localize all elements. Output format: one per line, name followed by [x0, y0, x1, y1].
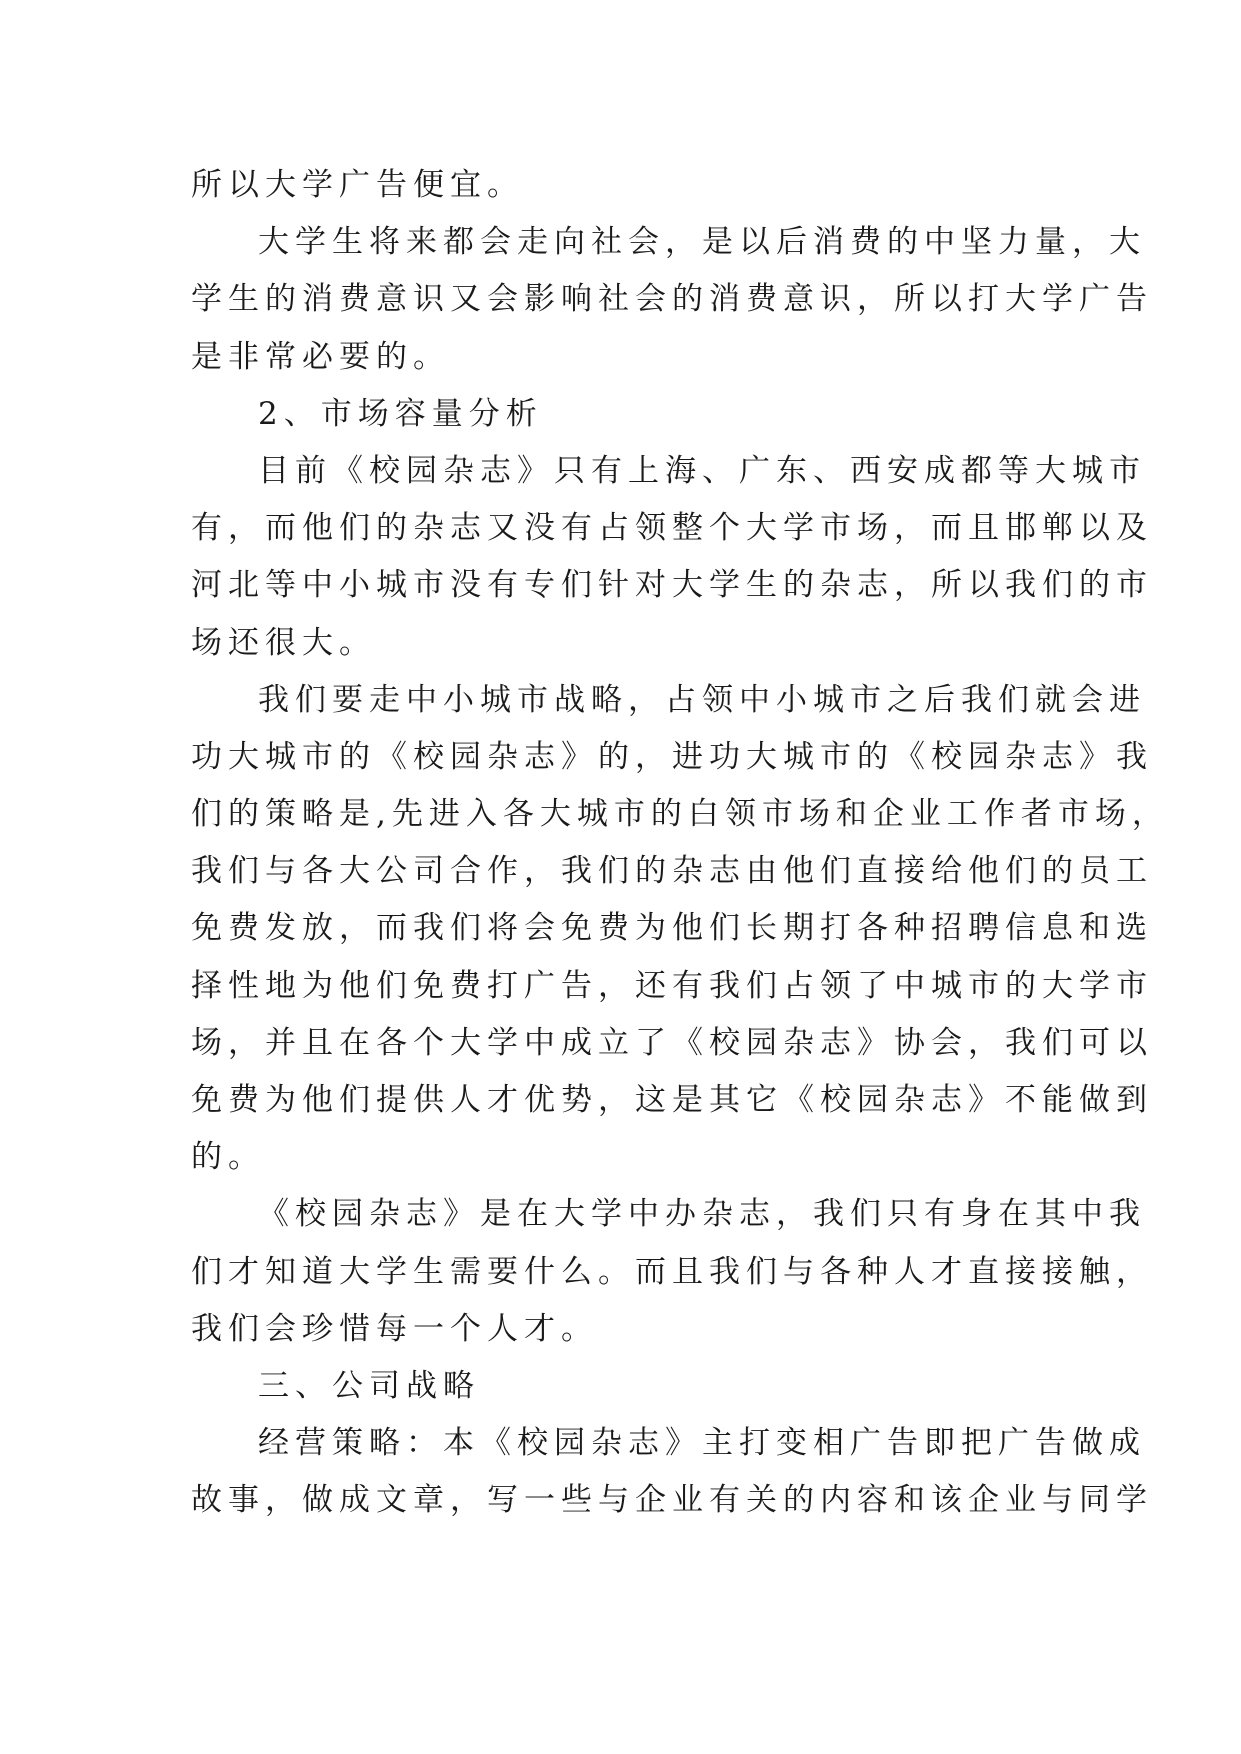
text-line: 功大城市的《校园杂志》的，进功大城市的《校园杂志》我 — [191, 738, 1153, 775]
text-line: 所以大学广告便宜。 — [191, 167, 524, 203]
text-line: 目前《校园杂志》只有上海、广东、西安成都等大城市 — [258, 452, 1146, 489]
section-heading: 三、公司战略 — [258, 1367, 480, 1404]
text-line: 故事，做成文章，写一些与企业有关的内容和该企业与同学 — [191, 1482, 1153, 1519]
text-line: 我们会珍惜每一个人才。 — [191, 1310, 598, 1347]
text-line: 《校园杂志》是在大学中办杂志，我们只有身在其中我 — [258, 1196, 1146, 1233]
text-line: 是非常必要的。 — [191, 338, 450, 375]
text-line: 们才知道大学生需要什么。而且我们与各种人才直接接触， — [191, 1253, 1153, 1290]
text-line: 我们与各大公司合作，我们的杂志由他们直接给他们的员工 — [191, 853, 1153, 890]
body-text — [191, 157, 1169, 1530]
section-heading: 2、市场容量分析 — [258, 395, 543, 432]
text-line: 经营策略：本《校园杂志》主打变相广告即把广告做成 — [258, 1425, 1146, 1462]
text-line: 免费发放，而我们将会免费为他们长期打各种招聘信息和选 — [191, 910, 1153, 947]
text-line: 河北等中小城市没有专们针对大学生的杂志，所以我们的市 — [191, 567, 1153, 604]
text-line: 大学生将来都会走向社会，是以后消费的中坚力量，大 — [258, 224, 1146, 261]
text-line: 场还很大。 — [191, 624, 376, 661]
text-line: 我们要走中小城市战略，占领中小城市之后我们就会进 — [258, 681, 1146, 718]
text-line: 学生的消费意识又会影响社会的消费意识，所以打大学广告 — [191, 281, 1153, 318]
text-line: 有，而他们的杂志又没有占领整个大学市场，而且邯郸以及 — [191, 510, 1153, 547]
text-line: 的。 — [191, 1139, 265, 1176]
text-line: 场，并且在各个大学中成立了《校园杂志》协会，我们可以 — [191, 1024, 1153, 1061]
text-line: 择性地为他们免费打广告，还有我们占领了中城市的大学市 — [191, 967, 1153, 1004]
text-line: 免费为他们提供人才优势，这是其它《校园杂志》不能做到 — [191, 1082, 1153, 1118]
text-line: 们的策略是,先进入各大城市的白领市场和企业工作者市场， — [191, 796, 1169, 833]
